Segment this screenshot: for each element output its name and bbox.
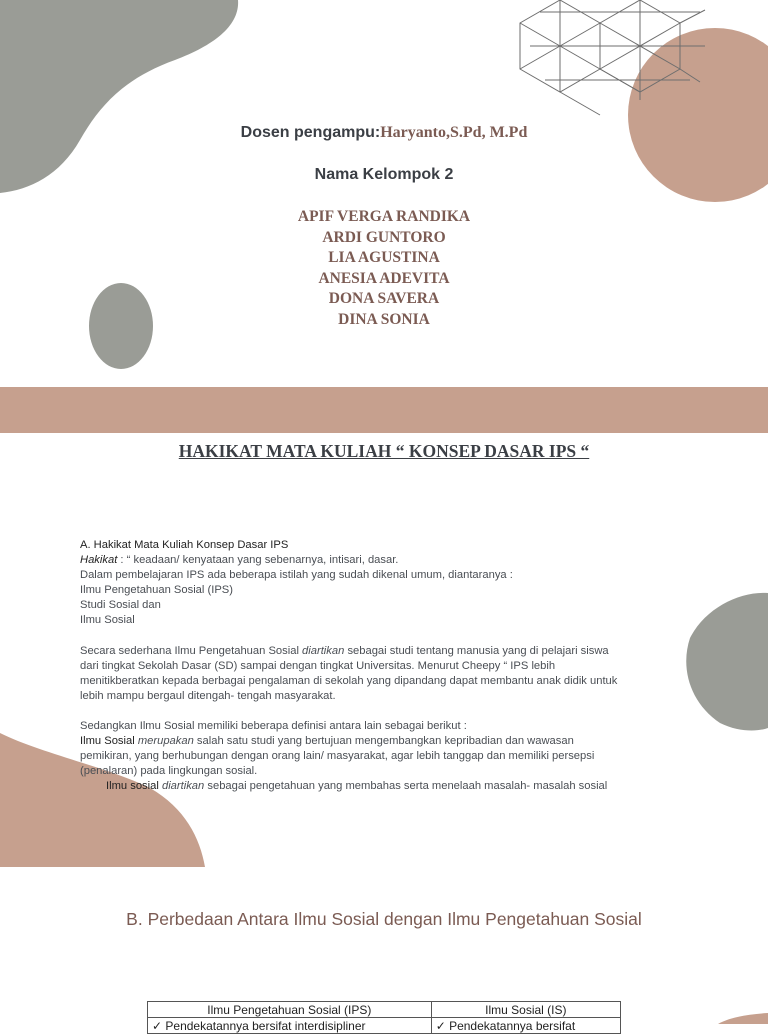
slide-title bbox=[0, 0, 768, 387]
definition-emphasis: merupakan bbox=[137, 735, 194, 748]
definition-term: Ilmu Sosial bbox=[80, 735, 135, 748]
definition-text: sebagai pengetahuan yang membahas serta menelaah masalah- masalah sosial bbox=[204, 780, 608, 793]
table-header-row bbox=[148, 1002, 621, 1018]
member-list bbox=[0, 207, 768, 330]
gray-blob-top-left bbox=[0, 0, 238, 193]
table-header: Ilmu Pengetahuan Sosial (IPS) bbox=[148, 1002, 432, 1018]
definition-1 bbox=[80, 734, 700, 749]
tan-arc-bottom-right bbox=[718, 1013, 768, 1024]
divider-band bbox=[0, 387, 768, 433]
comparison-table bbox=[147, 1001, 621, 1034]
hakikat-line bbox=[80, 553, 700, 568]
list-number: 1. bbox=[80, 780, 90, 793]
para1-line: menitikberatkan kepada berbagai pengalaman di sekolah yang dipandang dapat membantu anak didik untuk bbox=[80, 674, 618, 687]
para1-emphasis: diartikan bbox=[302, 644, 345, 657]
para1-line bbox=[80, 644, 700, 659]
slide3-title: B. Perbedaan Antara Ilmu Sosial dengan Ilmu Pengetahuan Sosial bbox=[126, 909, 642, 929]
member-name: APIF VERGA RANDIKA bbox=[297, 208, 471, 225]
lecturer-name: Haryanto,S.Pd, M.Pd bbox=[380, 124, 528, 141]
para2-intro: Sedangkan Ilmu Sosial memiliki beberapa definisi antara lain sebagai berikut : bbox=[80, 719, 467, 732]
slide2-title: HAKIKAT MATA KULIAH “ KONSEP DASAR IPS “ bbox=[178, 441, 590, 461]
heading-a: A. Hakikat Mata Kuliah Konsep Dasar IPS bbox=[80, 539, 289, 551]
lecturer-line bbox=[0, 124, 768, 142]
definition-emphasis: diartikan bbox=[161, 780, 205, 793]
slide-perbedaan bbox=[0, 867, 768, 1033]
definition-line: pemikiran, yang berhubungan dengan orang lain/ masyarakat, agar lebih tanggap dan memiliki persepsi bbox=[80, 750, 595, 763]
lecturer-prefix: Dosen pengampu: bbox=[240, 124, 381, 141]
definition-text: salah satu studi yang bertujuan mengembangkan kepribadian dan wawasan bbox=[193, 735, 574, 748]
hakikat-label: Hakikat bbox=[80, 554, 118, 567]
table-row bbox=[148, 1018, 621, 1034]
member-name: ANESIA ADEVITA bbox=[318, 269, 450, 287]
table-cell: ✓ Pendekatannya bersifat bbox=[431, 1018, 620, 1034]
para1-line: dari tingkat Sekolah Dasar (SD) sampai dengan tingkat Universitas. Menurut Cheepy “ IPS lebih bbox=[80, 659, 556, 672]
table-cell: ✓ Pendekatannya bersifat interdisipliner bbox=[148, 1018, 432, 1034]
hakikat-definition: : “ keadaan/ kenyataan yang sebenarnya, intisari, dasar. bbox=[117, 554, 399, 567]
para1-line: lebih mampu bergaul ditengah- tengah masyarakat. bbox=[80, 689, 336, 702]
member-name: DONA SAVERA bbox=[328, 290, 440, 307]
para1-text: Secara sederhana Ilmu Pengetahuan Sosial bbox=[80, 644, 303, 657]
term-item: Ilmu Pengetahuan Sosial (IPS) bbox=[80, 584, 233, 597]
definition-term: Ilmu sosial bbox=[106, 780, 159, 793]
para1-text: sebagai studi tentang manusia yang di pelajari siswa bbox=[344, 644, 609, 657]
slide2-body bbox=[80, 538, 700, 794]
term-item: Studi Sosial dan bbox=[80, 599, 161, 612]
definition-line: (penalaran) pada lingkungan sosial. bbox=[80, 765, 258, 778]
definition-2 bbox=[80, 779, 700, 794]
term-item: Ilmu Sosial bbox=[80, 614, 135, 627]
group-title: Nama Kelompok 2 bbox=[314, 166, 454, 183]
table-header: Ilmu Sosial (IS) bbox=[431, 1002, 620, 1018]
member-name: ARDI GUNTORO bbox=[322, 228, 446, 246]
intro-line: Dalam pembelajaran IPS ada beberapa istilah yang sudah dikenal umum, diantaranya : bbox=[80, 569, 513, 582]
member-name: DINA SONIA bbox=[338, 310, 430, 328]
slide-hakikat bbox=[0, 433, 768, 867]
member-name: LIA AGUSTINA bbox=[328, 249, 440, 266]
